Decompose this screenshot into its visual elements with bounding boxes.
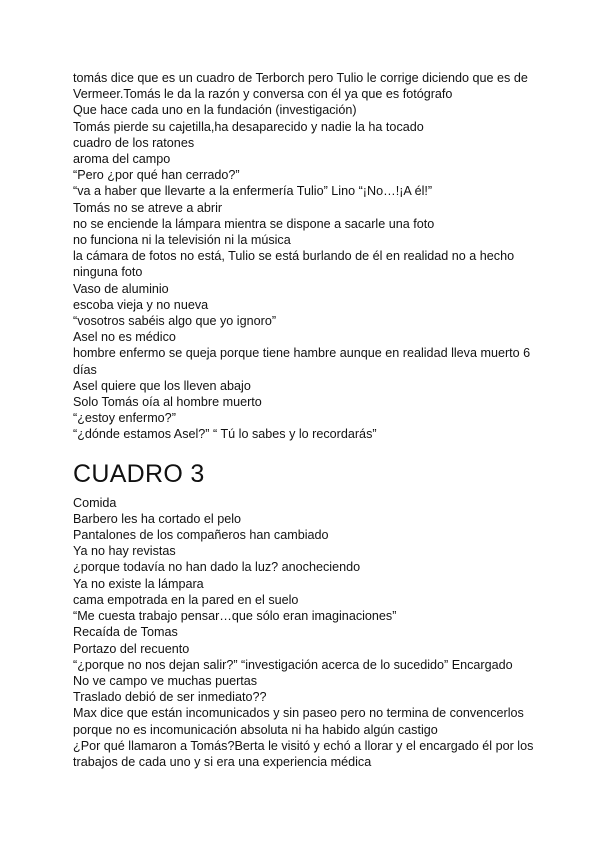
note-line: no funciona ni la televisión ni la música bbox=[73, 233, 291, 248]
note-line: “¿porque no nos dejan salir?” “investigación acerca de lo sucedido” Encargado bbox=[73, 657, 513, 672]
note-line: cuadro de los ratones bbox=[73, 135, 195, 150]
note-line: escoba vieja y no nueva bbox=[73, 297, 209, 312]
note-line: Tomás no se atreve a abrir bbox=[73, 200, 223, 215]
note-line: porque no es incomunicación absoluta ni ha habido algún castigo bbox=[73, 722, 438, 737]
note-line: “Me cuesta trabajo pensar…que sólo eran imaginaciones” bbox=[73, 609, 397, 624]
note-line: Ya no existe la lámpara bbox=[73, 576, 204, 591]
note-line: Barbero les ha cortado el pelo bbox=[73, 511, 242, 526]
note-line: cama empotrada en la pared en el suelo bbox=[73, 592, 299, 607]
note-line: “¿estoy enfermo?” bbox=[73, 411, 176, 426]
note-line: no se enciende la lámpara mientra se dispone a sacarle una foto bbox=[73, 216, 435, 231]
note-line: la cámara de fotos no está, Tulio se está burlando de él en realidad no a hecho bbox=[73, 249, 515, 264]
note-line: Traslado debió de ser inmediato?? bbox=[73, 690, 267, 705]
note-line: Portazo del recuento bbox=[73, 641, 190, 656]
note-line: Vaso de aluminio bbox=[73, 281, 169, 296]
note-line: Asel no es médico bbox=[73, 330, 176, 345]
note-line: tomás dice que es un cuadro de Terborch pero Tulio le corrige diciendo que es de bbox=[73, 71, 528, 85]
note-line: Max dice que están incomunicados y sin paseo pero no termina de convencerlos bbox=[73, 706, 524, 721]
note-line: Tomás pierde su cajetilla,ha desaparecido y nadie la ha tocado bbox=[73, 119, 424, 134]
note-line: “Pero ¿por qué han cerrado?” bbox=[73, 168, 240, 183]
note-line: “vosotros sabéis algo que yo ignoro” bbox=[73, 314, 277, 329]
note-line: trabajos de cada uno y si era una experiencia médica bbox=[73, 754, 372, 769]
note-line: “¿dónde estamos Asel?” “ Tú lo sabes y lo recordarás” bbox=[73, 427, 377, 442]
note-line: Recaída de Tomas bbox=[73, 625, 178, 640]
note-line: ¿porque todavía no han dado la luz? anocheciendo bbox=[73, 560, 361, 575]
note-line: Comida bbox=[73, 495, 117, 510]
notes-section-2 bbox=[73, 495, 534, 770]
section-heading: CUADRO 3 bbox=[73, 459, 205, 488]
note-line: Ya no hay revistas bbox=[73, 544, 176, 559]
note-line: ninguna foto bbox=[73, 265, 143, 280]
notes-section-1 bbox=[73, 70, 531, 443]
note-line: Pantalones de los compañeros han cambiado bbox=[73, 528, 329, 543]
note-line: Solo Tomás oía al hombre muerto bbox=[73, 395, 262, 410]
note-line: hombre enfermo se queja porque tiene hambre aunque en realidad lleva muerto 6 bbox=[73, 346, 531, 361]
note-line: No ve campo ve muchas puertas bbox=[73, 673, 258, 688]
note-line: ¿Por qué llamaron a Tomás?Berta le visitó y echó a llorar y el encargado él por los bbox=[73, 738, 534, 753]
note-line: Asel quiere que los lleven abajo bbox=[73, 378, 251, 393]
note-line: días bbox=[73, 362, 97, 377]
note-line: Vermeer.Tomás le da la razón y conversa con él ya que es fotógrafo bbox=[73, 87, 453, 102]
note-line: Que hace cada uno en la fundación (investigación) bbox=[73, 103, 357, 118]
note-line: “va a haber que llevarte a la enfermería Tulio” Lino “¡No…!¡A él!” bbox=[73, 184, 433, 199]
note-line: aroma del campo bbox=[73, 152, 171, 167]
